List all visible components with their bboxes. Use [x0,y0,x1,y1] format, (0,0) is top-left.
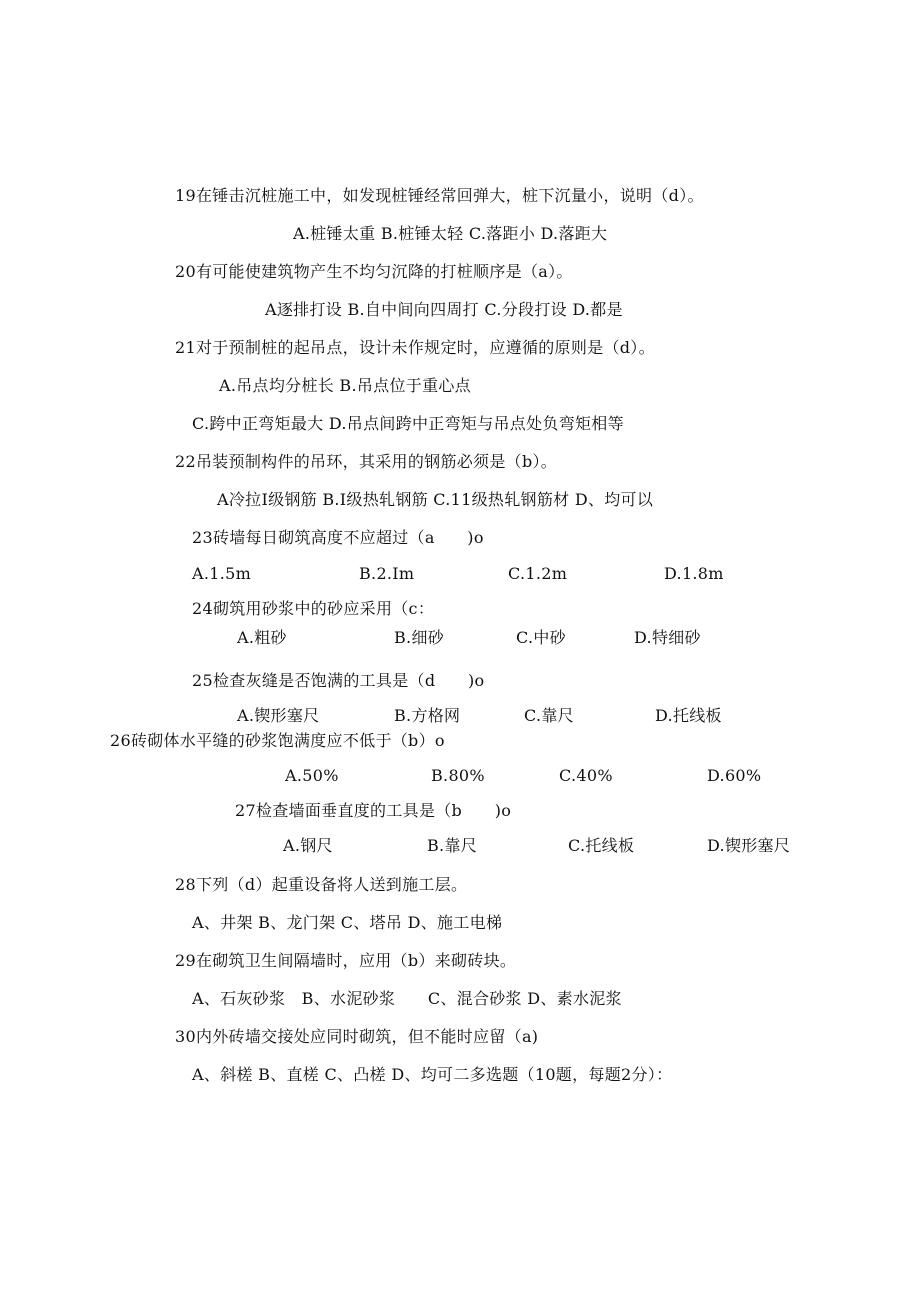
question-20-stem: 20有可能使建筑物产生不均匀沉降的打桩顺序是（a）。 [175,262,573,281]
question-23-option-a: A.1.5m [192,564,252,583]
question-26-option-a: A.50% [285,766,339,785]
question-28-stem: 28下列（d）起重设备将人送到施工层。 [175,875,468,894]
question-26-option-b: B.80% [431,766,485,785]
question-24-option-b: B.细砂 [394,628,445,647]
question-27-option-b: B.靠尺 [427,836,478,855]
question-24-option-c: C.中砂 [516,628,566,647]
question-25-option-a: A.锲形塞尺 [237,706,320,725]
question-25-stem: 25检查灰缝是否饱满的工具是（d )o [192,671,485,690]
question-27-option-c: C.托线板 [568,836,635,855]
question-21-stem: 21对于预制桩的起吊点，设计未作规定时，应遵循的原则是（d）。 [175,338,655,357]
question-23-stem: 23砖墙每日砌筑高度不应超过（a )o [192,528,484,547]
question-29-stem: 29在砌筑卫生间隔墙时，应用（b）来砌砖块。 [175,951,517,970]
question-21-options-line2: C.跨中正弯矩最大 D.吊点间跨中正弯矩与吊点处负弯矩相等 [192,414,624,433]
question-23-option-c: C.1.2m [508,564,568,583]
question-24-option-d: D.特细砂 [634,628,701,647]
question-19-stem: 19在锤击沉桩施工中，如发现桩锤经常回弹大，桩下沉量小，说明（d）。 [175,186,704,205]
question-22-options: A冷拉I级钢筋 B.I级热轧钢筋 C.11级热轧钢筋材 D、均可以 [217,490,654,509]
question-27-option-a: A.钢尺 [283,836,333,855]
question-26-option-d: D.60% [707,766,762,785]
question-21-options-line1: A.吊点均分桩长 B.吊点位于重心点 [219,376,471,395]
question-27-stem: 27检查墙面垂直度的工具是（b )o [235,801,512,820]
question-25-option-c: C.靠尺 [524,706,574,725]
question-19-options: A.桩锤太重 B.桩锤太轻 C.落距小 D.落距大 [293,224,608,243]
question-24-stem: 24砌筑用砂浆中的砂应采用（c： [192,599,435,618]
question-24-option-a: A.粗砂 [237,628,287,647]
question-25-option-b: B.方格网 [394,706,461,725]
question-22-stem: 22吊装预制构件的吊环，其采用的钢筋必须是（b）。 [175,452,558,471]
question-26-option-c: C.40% [559,766,613,785]
question-28-options: A、井架 B、龙门架 C、塔吊 D、施工电梯 [192,913,503,932]
question-30-options: A、斜槎 B、直槎 C、凸槎 D、均可二多选题（10题，每题2分）： [192,1065,673,1084]
question-25-option-d: D.托线板 [655,706,722,725]
question-26-stem: 26砖砌体水平缝的砂浆饱满度应不低于（b）o [110,731,445,750]
question-20-options: A逐排打设 B.自中间向四周打 C.分段打设 D.都是 [265,300,623,319]
question-23-option-d: D.1.8m [664,564,724,583]
question-27-option-d: D.锲形塞尺 [707,836,791,855]
question-29-options: A、石灰砂浆 B、水泥砂浆 C、混合砂浆 D、素水泥浆 [192,989,622,1008]
question-30-stem: 30内外砖墙交接处应同时砌筑，但不能时应留（a) [175,1027,539,1046]
question-23-option-b: B.2.Im [359,564,415,583]
